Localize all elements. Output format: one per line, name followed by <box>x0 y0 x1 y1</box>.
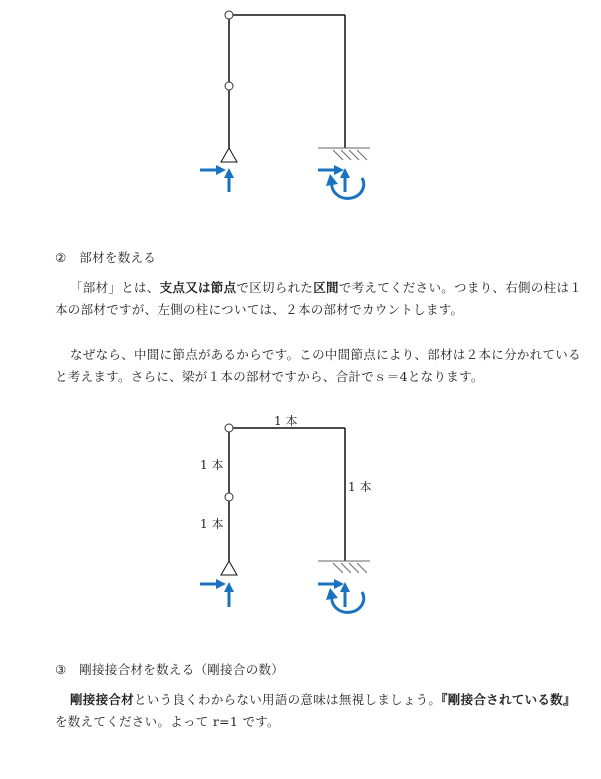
section-2-paragraph-1: 「部材」とは、支点又は節点で区切られた区間で考えてください。つまり、右側の柱は１ <box>70 280 583 295</box>
reaction-arrows <box>200 165 364 198</box>
hinge-middle <box>225 82 233 90</box>
left-lower-member-label: 1 本 <box>200 517 224 531</box>
section-3-paragraph-line-2: を数えてください。よって r=1 です。 <box>55 714 280 729</box>
hinge-middle <box>225 493 233 501</box>
fixed-support <box>318 561 370 573</box>
section-2-paragraph-1-line-2: 本の部材ですが、左側の柱については、２本の部材でカウントします。 <box>55 302 464 317</box>
section-3-heading: ③ 剛接接合材を数える（剛接合の数） <box>55 662 285 677</box>
section-2-paragraph-2-line-2: と考えます。さらに、梁が１本の部材ですから、合計でｓ＝4となります。 <box>55 369 484 384</box>
pin-support <box>221 148 237 162</box>
section-2-paragraph-2: なぜなら、中間に節点があるからです。この中間節点により、部材は２本に分かれている <box>70 347 581 362</box>
left-upper-member-label: 1 本 <box>200 458 224 472</box>
right-column-member-label: 1 本 <box>348 480 372 494</box>
hinge-top <box>225 424 233 432</box>
fixed-support <box>318 148 370 160</box>
section-3-paragraph: 剛接接合材という良くわからない用語の意味は無視しましょう。『剛接合されている数』 <box>70 692 576 707</box>
section-2-heading: ② 部材を数える <box>55 250 157 265</box>
frame-diagram-1 <box>0 0 601 200</box>
reaction-arrows <box>200 579 364 612</box>
frame-diagram-2 <box>0 400 601 615</box>
pin-support <box>221 561 237 575</box>
hinge-top <box>225 11 233 19</box>
beam-member-label: 1 本 <box>274 414 298 428</box>
